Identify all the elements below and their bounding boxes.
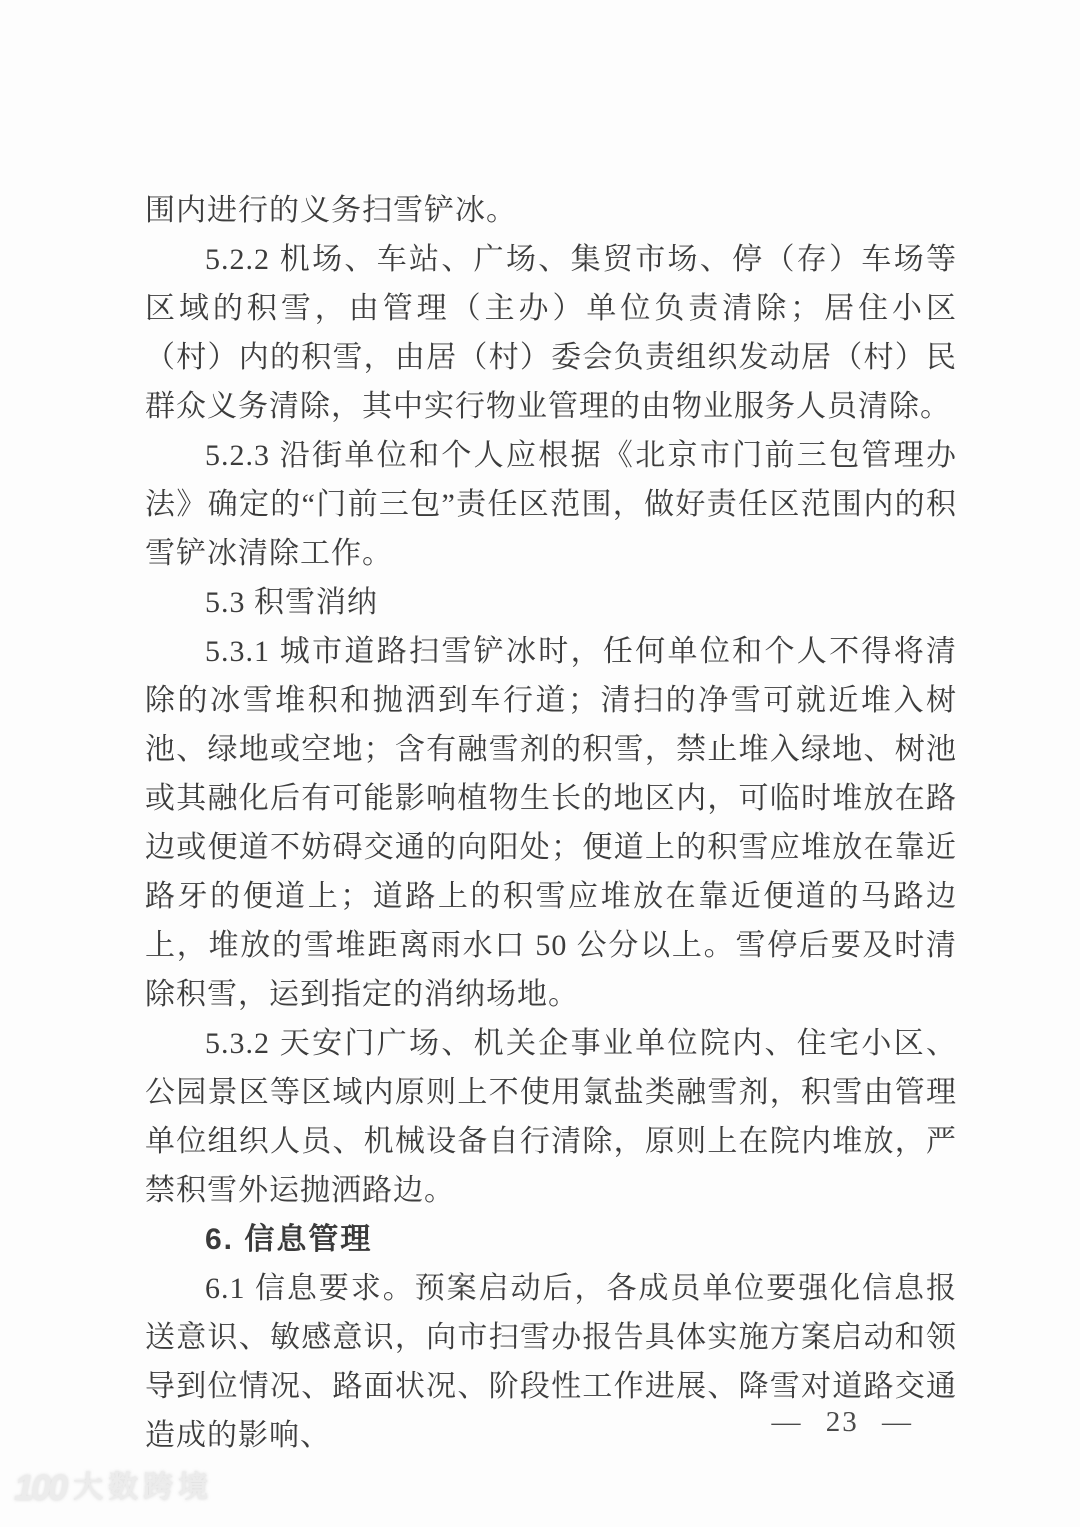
dashu-logo-icon: 100 xyxy=(14,1467,66,1508)
paragraph-5-3-1: 5.3.1 城市道路扫雪铲冰时，任何单位和个人不得将清除的冰雪堆积和抛洒到车行道；清扫的净雪可就近堆入树池、绿地或空地；含有融雪剂的积雪，禁止堆入绿地、树池或其融化后有可能影响植物生长的地区内，可临时堆放在路边或便道不妨碍交通的向阳处；便道上的积雪应堆放在靠近路牙的便道上；道路上的积雪应堆放在靠近便道的马路边上，堆放的雪堆距离雨水口 50 公分以上。雪停后要及时清除积雪，运到指定的消纳场地。 xyxy=(145,635,957,1011)
paragraph-5-2-3: 5.2.3 沿街单位和个人应根据《北京市门前三包管理办法》确定的“门前三包”责任区范围，做好责任区范围内的积雪铲冰清除工作。 xyxy=(145,439,957,570)
paragraph-6-1: 6.1 信息要求。预案启动后，各成员单位要强化信息报送意识、敏感意识，向市扫雪办报告具体实施方案启动和领导到位情况、路面状况、阶段性工作进展、降雪对道路交通造成的影响、 xyxy=(145,1272,957,1452)
document-body xyxy=(145,186,957,1460)
paragraph-5-3: 5.3 积雪消纳 xyxy=(205,586,378,619)
section-heading-6: 6. 信息管理 xyxy=(205,1223,373,1256)
watermark-label: 大数跨境 xyxy=(73,1471,214,1504)
page-number: — 23 — xyxy=(771,1406,913,1438)
watermark xyxy=(14,1467,214,1508)
paragraph-continuation: 围内进行的义务扫雪铲冰。 xyxy=(145,194,517,227)
paragraph-5-3-2: 5.3.2 天安门广场、机关企事业单位院内、住宅小区、公园景区等区域内原则上不使用氯盐类融雪剂，积雪由管理单位组织人员、机械设备自行清除，原则上在院内堆放，严禁积雪外运抛洒路边。 xyxy=(145,1027,957,1207)
paragraph-5-2-2: 5.2.2 机场、车站、广场、集贸市场、停（存）车场等区域的积雪，由管理（主办）单位负责清除；居住小区（村）内的积雪，由居（村）委会负责组织发动居（村）民群众义务清除，其中实行物业管理的由物业服务人员清除。 xyxy=(145,243,957,423)
